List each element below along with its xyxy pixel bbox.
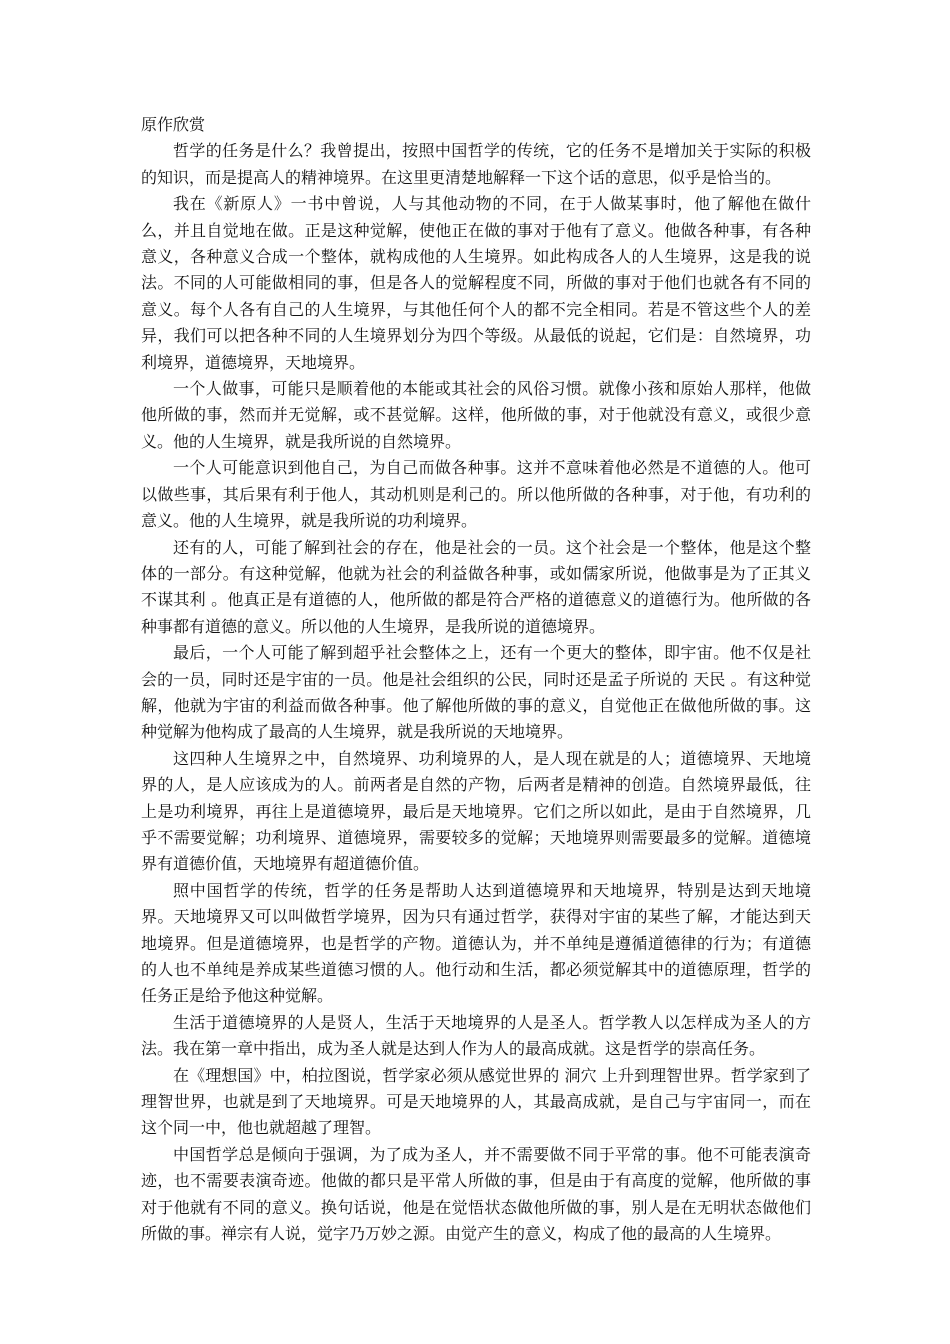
paragraph-4: 一个人可能意识到他自己，为自己而做各种事。这并不意味着他必然是不道德的人。他可以做些事，其后果有利于他人，其动机则是利己的。所以他所做的各种事，对于他，有功利的意义。他的人生境界，就是我所说的功利境界。 — [141, 458, 811, 531]
paragraph-2: 我在《新原人》一书中曾说，人与其他动物的不同，在于人做某事时，他了解他在做什么，并且自觉地在做。正是这种觉解，使他正在做的事对于他有了意义。他做各种事，有各种意义，各种意义合成一个整体，就构成他的人生境界。如此构成各人的人生境界，这是我的说法。不同的人可能做相同的事，但是各人的觉解程度不同，所做的事对于他们也就各有不同的意义。每个人各有自己的人生境界，与其他任何个人的都不完全相同。若是不管这些个人的差异，我们可以把各种不同的人生境界划分为四个等级。从最低的说起，它们是：自然境界，功利境界，道德境界，天地境界。 — [141, 194, 811, 372]
paragraph-8: 照中国哲学的传统，哲学的任务是帮助人达到道德境界和天地境界，特别是达到天地境界。天地境界又可以叫做哲学境界，因为只有通过哲学，获得对宇宙的某些了解，才能达到天地境界。但是道德境界，也是哲学的产物。道德认为，并不单纯是遵循道德律的行为；有道德的人也不单纯是养成某些道德习惯的人。他行动和生活，都必须觉解其中的道德原理，哲学的任务正是给予他这种觉解。 — [141, 880, 811, 1006]
document-page — [141, 112, 811, 1247]
paragraph-9: 生活于道德境界的人是贤人，生活于天地境界的人是圣人。哲学教人以怎样成为圣人的方法。我在第一章中指出，成为圣人就是达到人作为人的最高成就。这是哲学的崇高任务。 — [141, 1012, 811, 1059]
paragraph-1: 哲学的任务是什么？我曾提出，按照中国哲学的传统，它的任务不是增加关于实际的积极的知识，而是提高人的精神境界。在这里更清楚地解释一下这个话的意思，似乎是恰当的。 — [141, 141, 811, 187]
paragraph-11: 中国哲学总是倾向于强调，为了成为圣人，并不需要做不同于平常的事。他不可能表演奇迹，也不需要表演奇迹。他做的都只是平常人所做的事，但是由于有高度的觉解，他所做的事对于他就有不同的意义。换句话说，他是在觉悟状态做他所做的事，别人是在无明状态做他们所做的事。禅宗有人说，觉字乃万妙之源。由觉产生的意义，构成了他的最高的人生境界。 — [141, 1144, 811, 1244]
document-title: 原作欣赏 — [141, 115, 206, 134]
paragraph-5: 还有的人，可能了解到社会的存在，他是社会的一员。这个社会是一个整体，他是这个整体的一部分。有这种觉解，他就为社会的利益做各种事，或如儒家所说，他做事是为了正其义不谋其利 。他真正是有道德的人，他所做的都是符合严格的道德意义的道德行为。他所做的各种事都有道德的意义。所以他的人生境界，是我所说的道德境界。 — [141, 537, 811, 636]
paragraph-3: 一个人做事，可能只是顺着他的本能或其社会的风俗习惯。就像小孩和原始人那样，他做他所做的事，然而并无觉解，或不甚觉解。这样，他所做的事，对于他就没有意义，或很少意义。他的人生境界，就是我所说的自然境界。 — [141, 379, 811, 451]
paragraph-10: 在《理想国》中，柏拉图说，哲学家必须从感觉世界的 洞穴 上升到理智世界。哲学家到了理智世界，也就是到了天地境界。可是天地境界的人，其最高成就，是自己与宇宙同一，而在这个同一中，他也就超越了理智。 — [141, 1065, 811, 1138]
paragraph-6: 最后，一个人可能了解到超乎社会整体之上，还有一个更大的整体，即宇宙。他不仅是社会的一员，同时还是宇宙的一员。他是社会组织的公民，同时还是孟子所说的 天民 。有这种觉解，他就为宇宙的利益而做各种事。他了解他所做的事的意义，自觉他正在做他所做的事。这种觉解为他构成了最高的人生境界，就是我所说的天地境界。 — [141, 643, 811, 742]
paragraph-7: 这四种人生境界之中，自然境界、功利境界的人，是人现在就是的人；道德境界、天地境界的人，是人应该成为的人。前两者是自然的产物，后两者是精神的创造。自然境界最低，往上是功利境界，再往上是道德境界，最后是天地境界。它们之所以如此，是由于自然境界，几乎不需要觉解；功利境界、道德境界，需要较多的觉解；天地境界则需要最多的觉解。道德境界有道德价值，天地境界有超道德价值。 — [141, 748, 811, 874]
